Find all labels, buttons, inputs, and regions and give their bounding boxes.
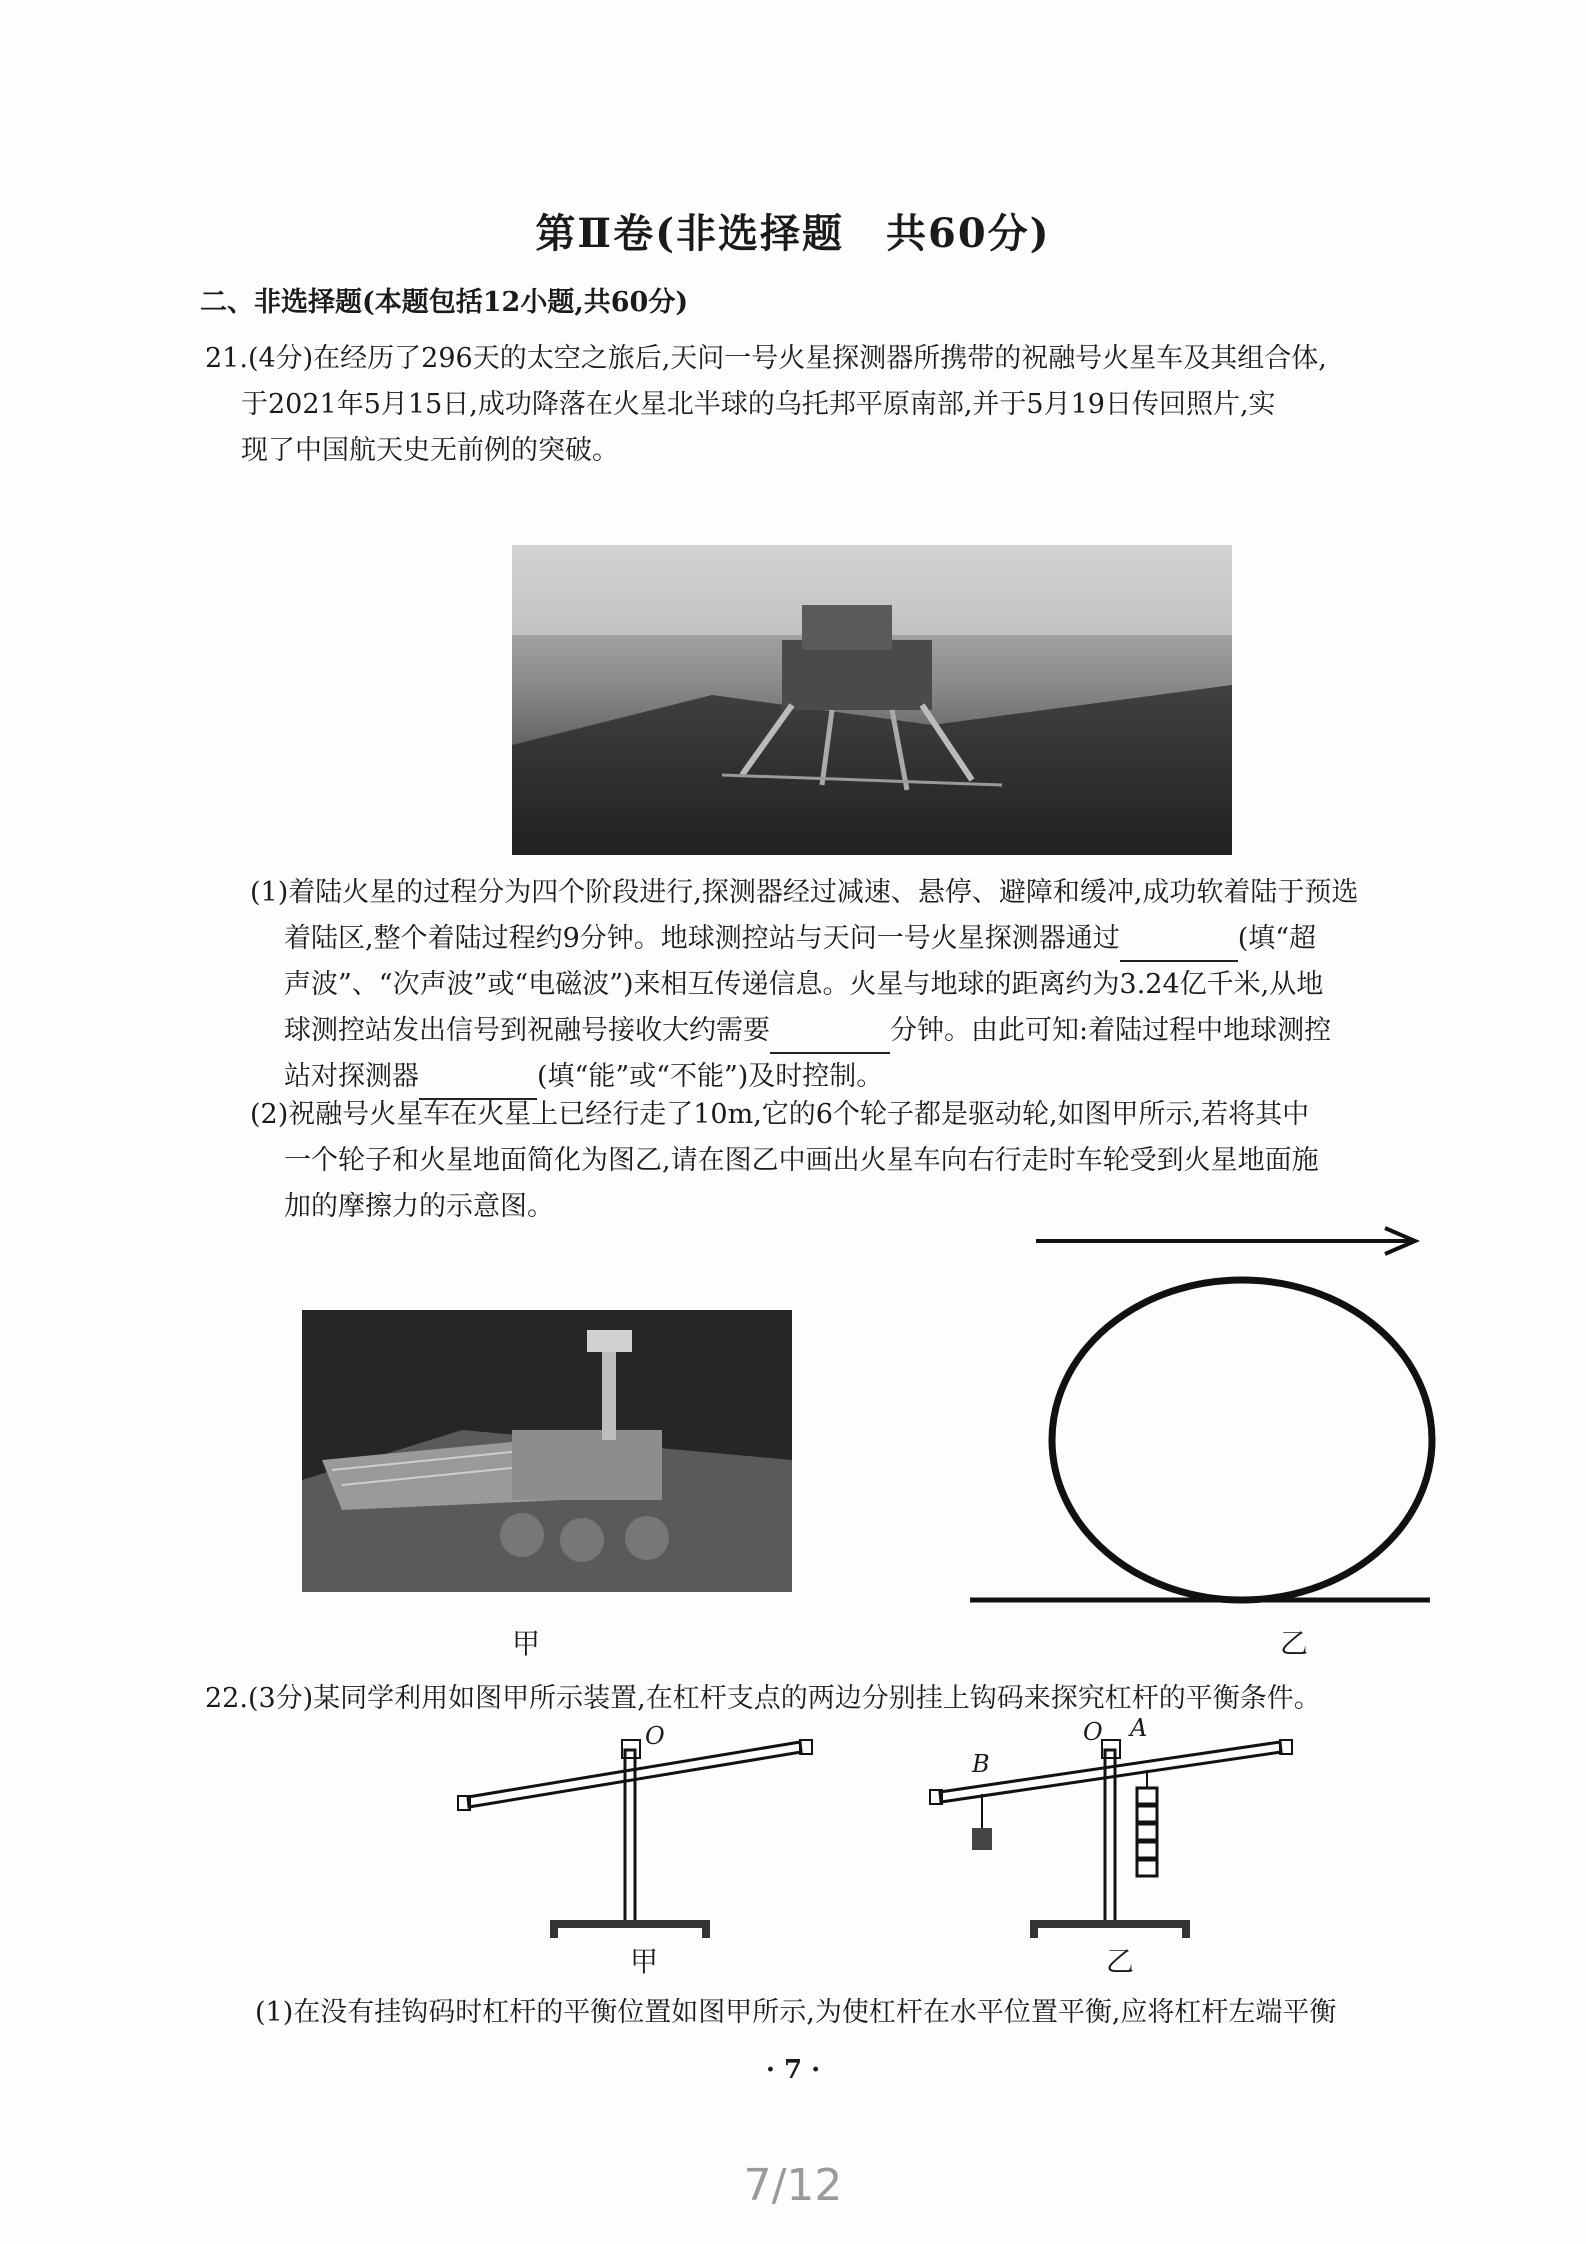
page-title: 第Ⅱ卷(非选择题 共60分) <box>535 210 1051 257</box>
figure-22-jia-label: 甲 <box>630 1945 659 1978</box>
q21-p1-line-5-tail: (填“能”或“不能”)及时控制。 <box>537 1061 884 1092</box>
q21-line-1: 21.(4分)在经历了296天的太空之旅后,天问一号火星探测器所携带的祝融号火星车及其组合体, <box>205 343 1327 374</box>
q21-p1-line-2-text: 着陆区,整个着陆过程约9分钟。地球测控站与天问一号火星探测器通过 <box>284 923 1120 954</box>
question-22-text: 22.(3分)某同学利用如图甲所示装置,在杠杆支点的两边分别挂上钩码来探究杠杆的平衡条件。 <box>205 1683 1321 1714</box>
rover-photo-graphic <box>302 1310 792 1592</box>
wheel-circle[interactable] <box>1052 1280 1432 1600</box>
page-number: · 7 · <box>765 2055 821 2085</box>
question-22-part-1: (1)在没有挂钩码时杠杆的平衡位置如图甲所示,为使杠杆在水平位置平衡,应将杠杆左端平衡 <box>255 1997 1337 2028</box>
figure-22-yi-label: 乙 <box>1106 1945 1135 1978</box>
question-21-intro <box>205 336 1515 474</box>
q21-p1-line-1: (1)着陆火星的过程分为四个阶段进行,探测器经过减速、悬停、避障和缓冲,成功软着陆于预选 <box>250 877 1359 908</box>
q21-p2-line-2: 一个轮子和火星地面简化为图乙,请在图乙中画出火星车向右行走时车轮受到火星地面施 <box>284 1145 1319 1176</box>
page-counter: 7/12 <box>743 2160 843 2211</box>
wheel-diagram <box>960 1210 1440 1610</box>
lever-label-a: A <box>1130 1714 1148 1742</box>
q21-p1-line-2-tail: (填“超 <box>1237 923 1317 954</box>
q21-p1-line-4 <box>250 1008 1520 1054</box>
answer-blank-1[interactable] <box>1120 930 1238 962</box>
lander-photo-graphic <box>512 545 1232 855</box>
lever-label-o-jia: O <box>645 1722 665 1750</box>
figure-21-jia-label: 甲 <box>512 1627 541 1660</box>
lever-label-b: B <box>972 1750 990 1778</box>
lever-label-o-yi: O <box>1083 1718 1103 1746</box>
q21-line-2: 于2021年5月15日,成功降落在火星北半球的乌托邦平原南部,并于5月19日传回照片,实 <box>241 389 1276 420</box>
lander-photo <box>512 545 1232 855</box>
rover-photo <box>302 1310 792 1592</box>
q21-p2-line-3: 加的摩擦力的示意图。 <box>284 1191 554 1222</box>
q21-line-3: 现了中国航天史无前例的突破。 <box>241 435 619 466</box>
q21-p1-line-3: 声波”、“次声波”或“电磁波”)来相互传递信息。火星与地球的距离约为3.24亿千米,从地 <box>284 969 1324 1000</box>
section-heading: 二、非选择题(本题包括12小题,共60分) <box>200 287 689 318</box>
lever-figure-jia <box>458 1740 812 1938</box>
answer-blank-2[interactable] <box>770 1022 890 1054</box>
q21-p1-line-4-text: 球测控站发出信号到祝融号接收大约需要 <box>284 1015 770 1046</box>
figure-21-yi-label: 乙 <box>1280 1627 1309 1660</box>
question-21-part-1 <box>250 870 1520 1100</box>
q21-p1-line-2 <box>250 916 1520 962</box>
q21-p2-line-1: (2)祝融号火星车在火星上已经行走了10m,它的6个轮子都是驱动轮,如图甲所示,若将其中 <box>250 1099 1310 1130</box>
lever-diagrams <box>450 1720 1340 1960</box>
q21-p1-line-5-text: 站对探测器 <box>284 1061 419 1092</box>
q21-p1-line-4-tail: 分钟。由此可知:着陆过程中地球测控 <box>890 1015 1332 1046</box>
